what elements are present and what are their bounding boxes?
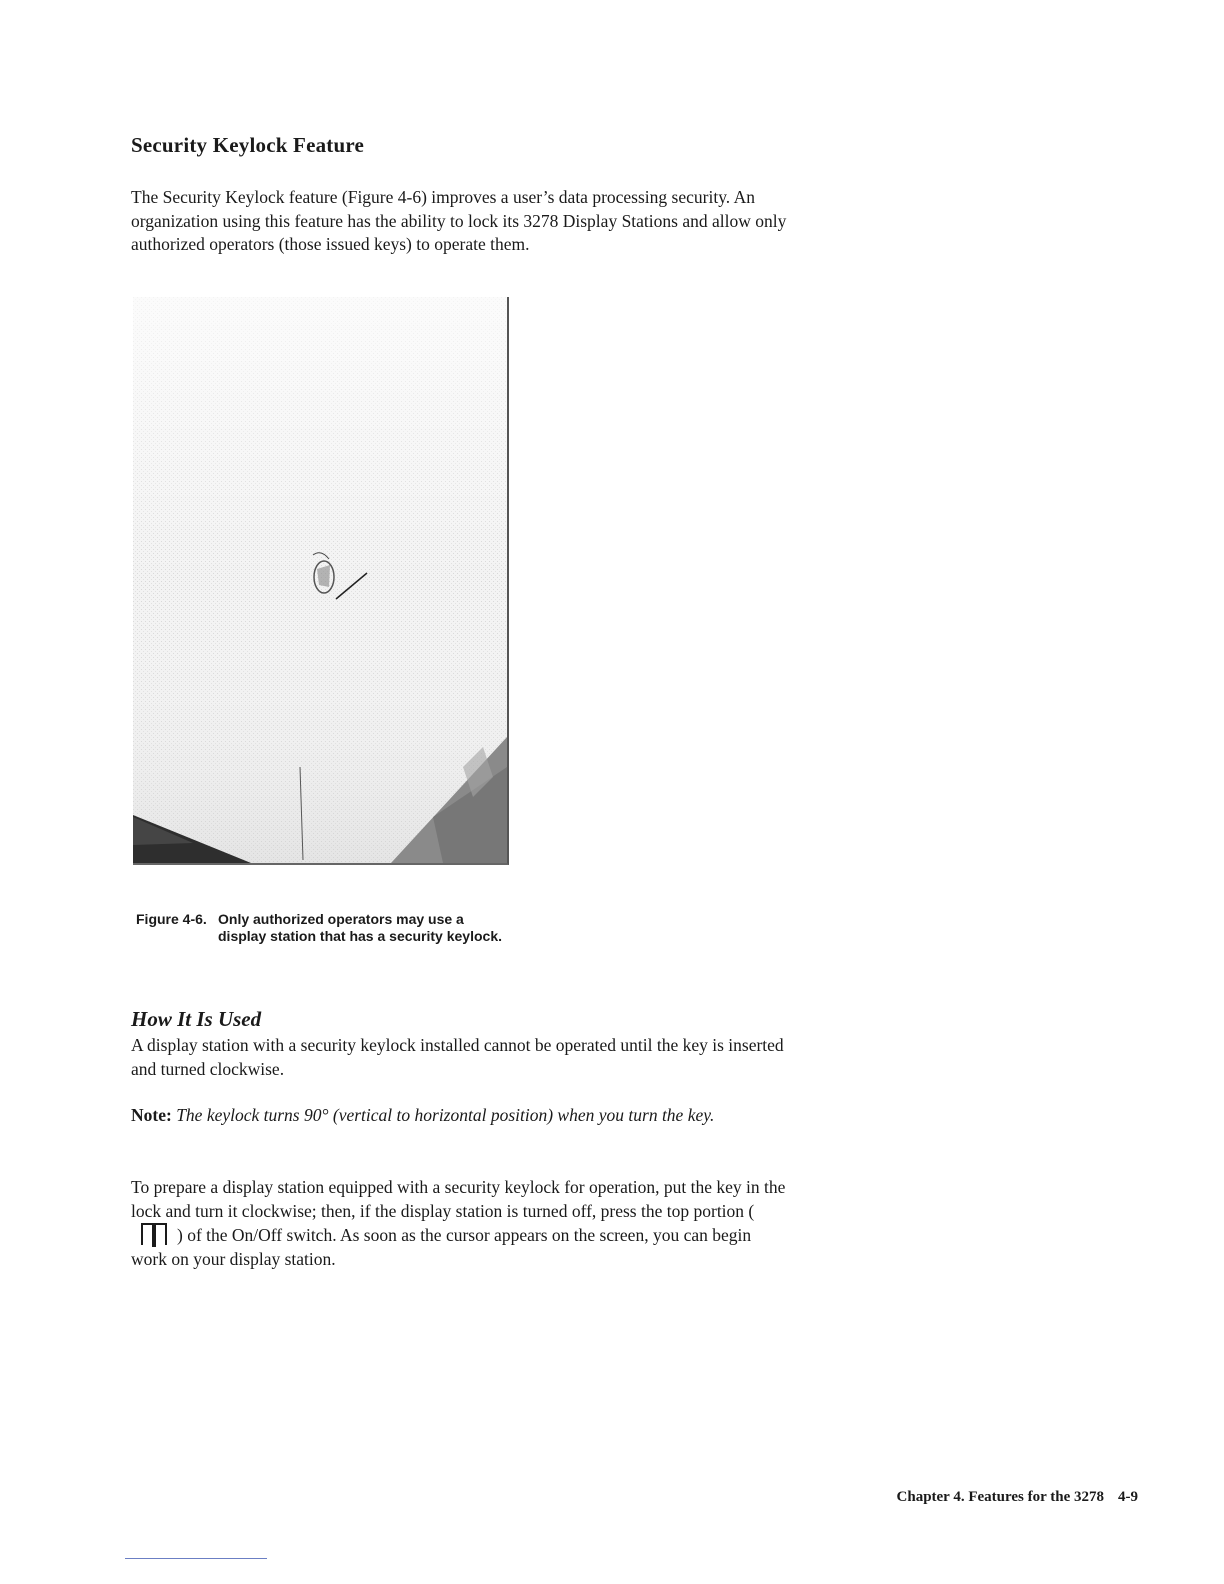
- usage-heading: How It Is Used: [131, 1007, 262, 1031]
- keylock-photo: [133, 297, 509, 865]
- figure-caption: [136, 911, 502, 945]
- page-number: 4-9: [1118, 1489, 1138, 1505]
- page-footer: [897, 1489, 1138, 1506]
- intro-paragraph: The Security Keylock feature (Figure 4-6) improves a user’s data processing security. An organization using this feature has the ability to lock its 3278 Display Stations and allow only authorized operators (those issued keys) to operate them.: [131, 187, 787, 254]
- figure-number: Figure 4-6.: [136, 911, 207, 927]
- section-title: Security Keylock Feature: [131, 133, 365, 157]
- scan-edge-line: [125, 1558, 267, 1559]
- figure-caption-line1: Only authorized operators may use a: [218, 911, 464, 927]
- usage-paragraph: A display station with a security keylock installed cannot be operated until the key is inserted and turned clockwise.: [131, 1035, 784, 1079]
- prepare-paragraph: [131, 1176, 791, 1271]
- prepare-text-part2: ) of the On/Off switch. As soon as the cursor appears on the screen, you can begin work on your display station.: [131, 1225, 752, 1269]
- note-label: Note:: [131, 1105, 172, 1125]
- note-text: The keylock turns 90° (vertical to horizontal position) when you turn the key.: [176, 1105, 715, 1125]
- footer-chapter: Chapter 4. Features for the 3278: [896, 1489, 1104, 1505]
- power-switch-icon: [141, 1223, 167, 1245]
- note: [131, 1104, 791, 1128]
- figure-caption-line2: display station that has a security keylock.: [218, 928, 502, 944]
- prepare-text-part1: To prepare a display station equipped with a security keylock for operation, put the key in the lock and turn it clockwise; then, if the display station is turned off, press the top portion (: [131, 1177, 786, 1221]
- keylock-photo-drawing: [133, 297, 507, 863]
